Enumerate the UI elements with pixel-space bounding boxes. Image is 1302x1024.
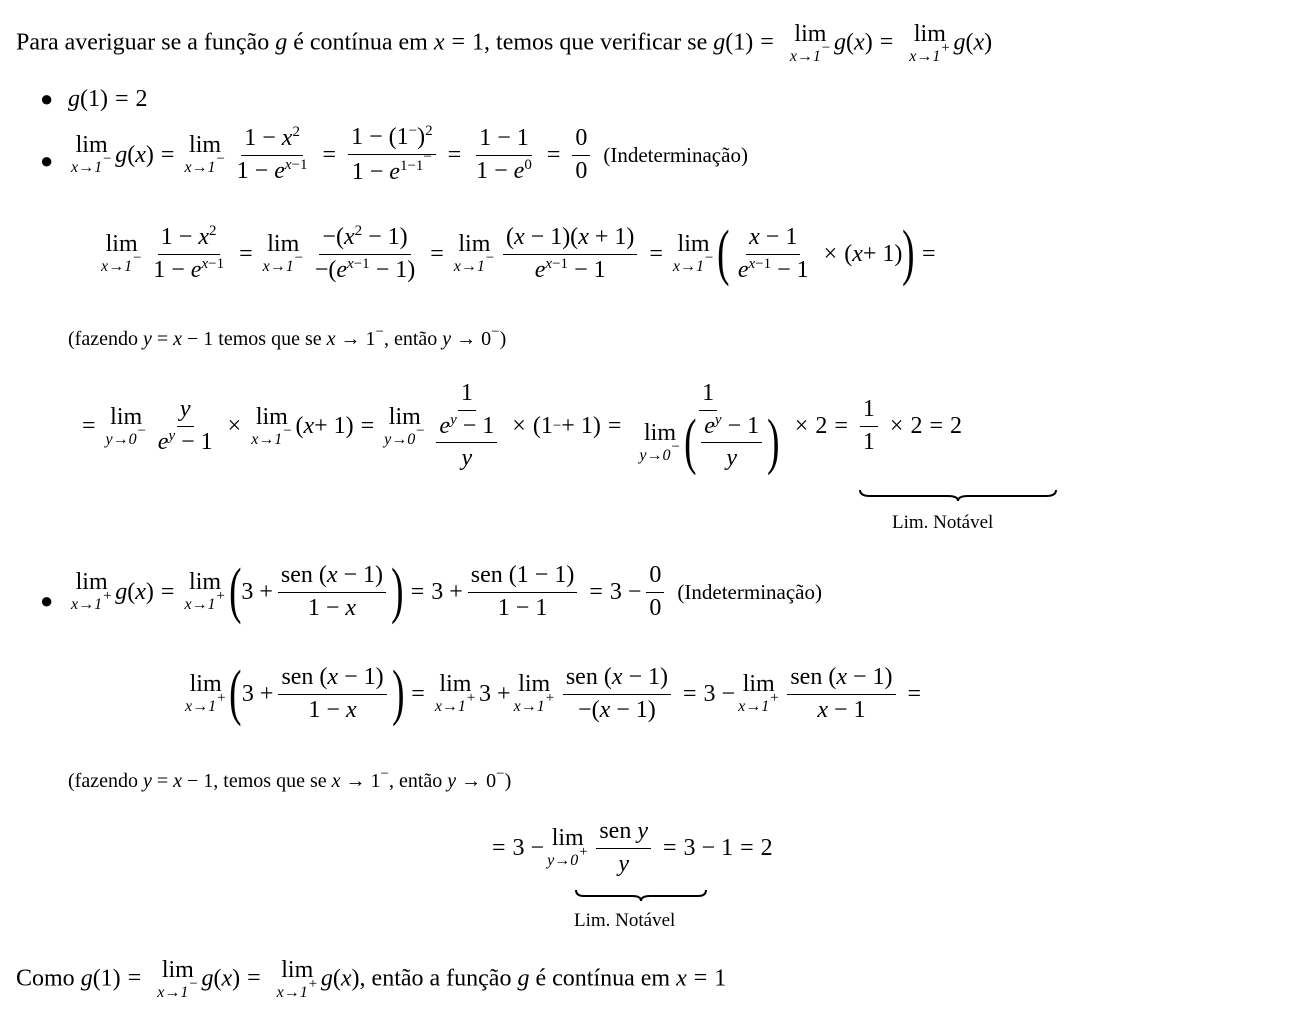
substitution-note-1: (fazendo y = x − 1 temos que se x → 1−, então y → 0−) — [68, 324, 507, 350]
left-limit-line: lim x→1− g ( x ) = lim x→1− $\frac{1 - x^2}{1 - e^{x-1}}$ = $\frac{1 - (1^-)^2}{1 - e^{1-1^-}}$ = $\frac{1 - 1}{1 - e^0}$ = $\frac{0}{0}$ (Indeterminação) — [71, 123, 748, 185]
bullet-3: ● — [40, 588, 54, 613]
notable-limit-label-1: Lim. Notável — [892, 512, 994, 533]
bullet-1: ● — [40, 86, 54, 111]
indeterminacy-label-1: (Indeterminação) — [603, 142, 748, 167]
left-limit-result: = lim y→0− $\frac{y}{e^y - 1}$ × lim x→1− ( x + 1) = lim y→0− $\frac{1}{\frac{e^y - 1}{y}}$ × (1 − + 1) = 1 lim y→0− ( $e^y - 1$ y ) × 2 = $\frac{1}{1}$ × 2 = 2 — [82, 380, 962, 476]
right-limit-line: lim x→1+ g ( x ) = lim x→1+ ( 3 + sen (x − 1) 1 − x ) = 3 + sen (1 − 1) 1 − 1 = 3 − $\frac{0}{0}$ (Indeterminação) — [71, 557, 822, 626]
notable-limit-brace-1 — [858, 488, 1058, 502]
bullet-2: ● — [40, 148, 54, 173]
conclusion-line: Como g(1) = lim x→1− g(x) = lim x→1+ g(x), então a função g é contínua em x = 1 — [16, 957, 727, 1001]
left-limit-manip: lim x→1− $\frac{1 - x^2}{1 - e^{x-1}}$ = lim x→1− $\frac{-(x^2 - 1)}{-(e^{x-1} - 1)}$ = lim x→1− $\frac{(x - 1)(x + 1)}{e^{x-1} - 1}$ = lim x→1− ( $\frac{x - 1}{e^{x-1} - 1}$ × ( x + 1) ) = — [101, 219, 936, 288]
notable-limit-brace-2 — [574, 888, 708, 902]
right-limit-manip: lim x→1+ ( 3 + sen (x − 1) 1 − x ) = lim x→1+ 3 + lim x→1+ sen (x − 1) −(x − 1) = 3 − lim x→1+ sen (x − 1) x − 1 = — [185, 659, 922, 728]
g1-line: g(1) = 2 — [68, 86, 148, 112]
substitution-note-2: (fazendo y = x − 1, temos que se x → 1−, então y → 0−) — [68, 766, 512, 792]
right-limit-result: = 3 − lim y→0+ sen y y = 3 − 1 = 2 — [492, 818, 773, 877]
intro-line: Para averiguar se a função g é contínua em x = 1, temos que verificar se g(1) = lim x→1− g(x) = lim x→1+ g(x) — [16, 21, 993, 65]
indeterminacy-label-2: (Indeterminação) — [677, 579, 822, 604]
notable-limit-label-2: Lim. Notável — [574, 910, 676, 931]
